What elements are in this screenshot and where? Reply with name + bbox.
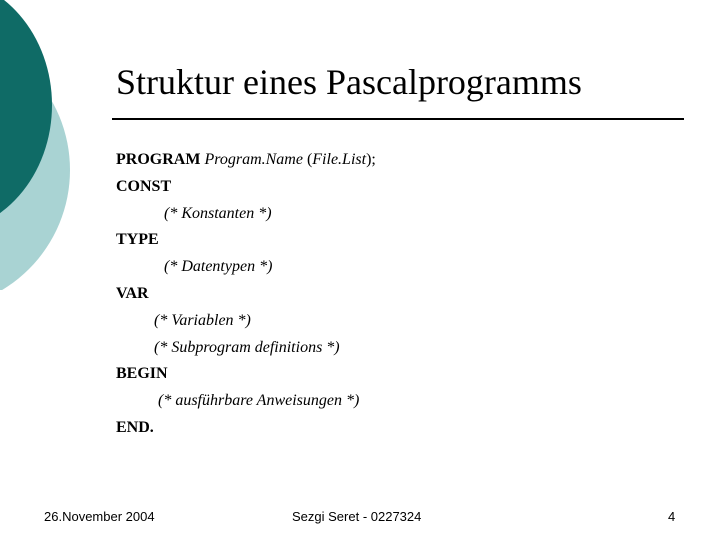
code-line-begin-comment: [116, 388, 376, 415]
comment-datentypen: (* Datentypen *): [164, 258, 273, 276]
slide-title: Struktur eines Pascalprogramms: [116, 62, 582, 102]
comment-konstanten: (* Konstanten *): [164, 204, 272, 222]
code-line-var: [116, 281, 376, 308]
code-line-const-comment: [116, 201, 376, 228]
file-list: File.List: [312, 151, 367, 168]
keyword-type: TYPE: [116, 231, 159, 249]
keyword-program: PROGRAM: [116, 151, 201, 168]
code-line-begin: [116, 361, 376, 388]
keyword-begin: BEGIN: [116, 365, 168, 383]
footer-author: Sezgi Seret - 0227324: [292, 509, 422, 524]
keyword-const: CONST: [116, 177, 172, 195]
code-line-type-comment: [116, 254, 376, 281]
page-number: 4: [668, 509, 676, 524]
code-block: [116, 147, 376, 442]
program-name: Program.Name: [204, 151, 303, 168]
keyword-var: VAR: [116, 284, 149, 302]
code-line-subprogram-comment: [116, 335, 376, 362]
title-divider: [112, 118, 684, 120]
decorative-circles: [0, 0, 80, 290]
paren-open: (: [306, 151, 313, 168]
code-line-program: [116, 147, 376, 174]
comment-subprogram: (* Subprogram definitions *): [154, 338, 340, 356]
code-line-const: [116, 174, 376, 201]
keyword-end: END.: [116, 418, 154, 436]
comment-anweisungen: (* ausführbare Anweisungen *): [158, 392, 360, 410]
code-line-type: [116, 227, 376, 254]
code-line-end: [116, 415, 376, 442]
paren-close: );: [366, 151, 376, 168]
comment-variablen: (* Variablen *): [154, 311, 251, 329]
footer-date: 26.November 2004: [44, 509, 155, 524]
code-line-var-comment: [116, 308, 376, 335]
